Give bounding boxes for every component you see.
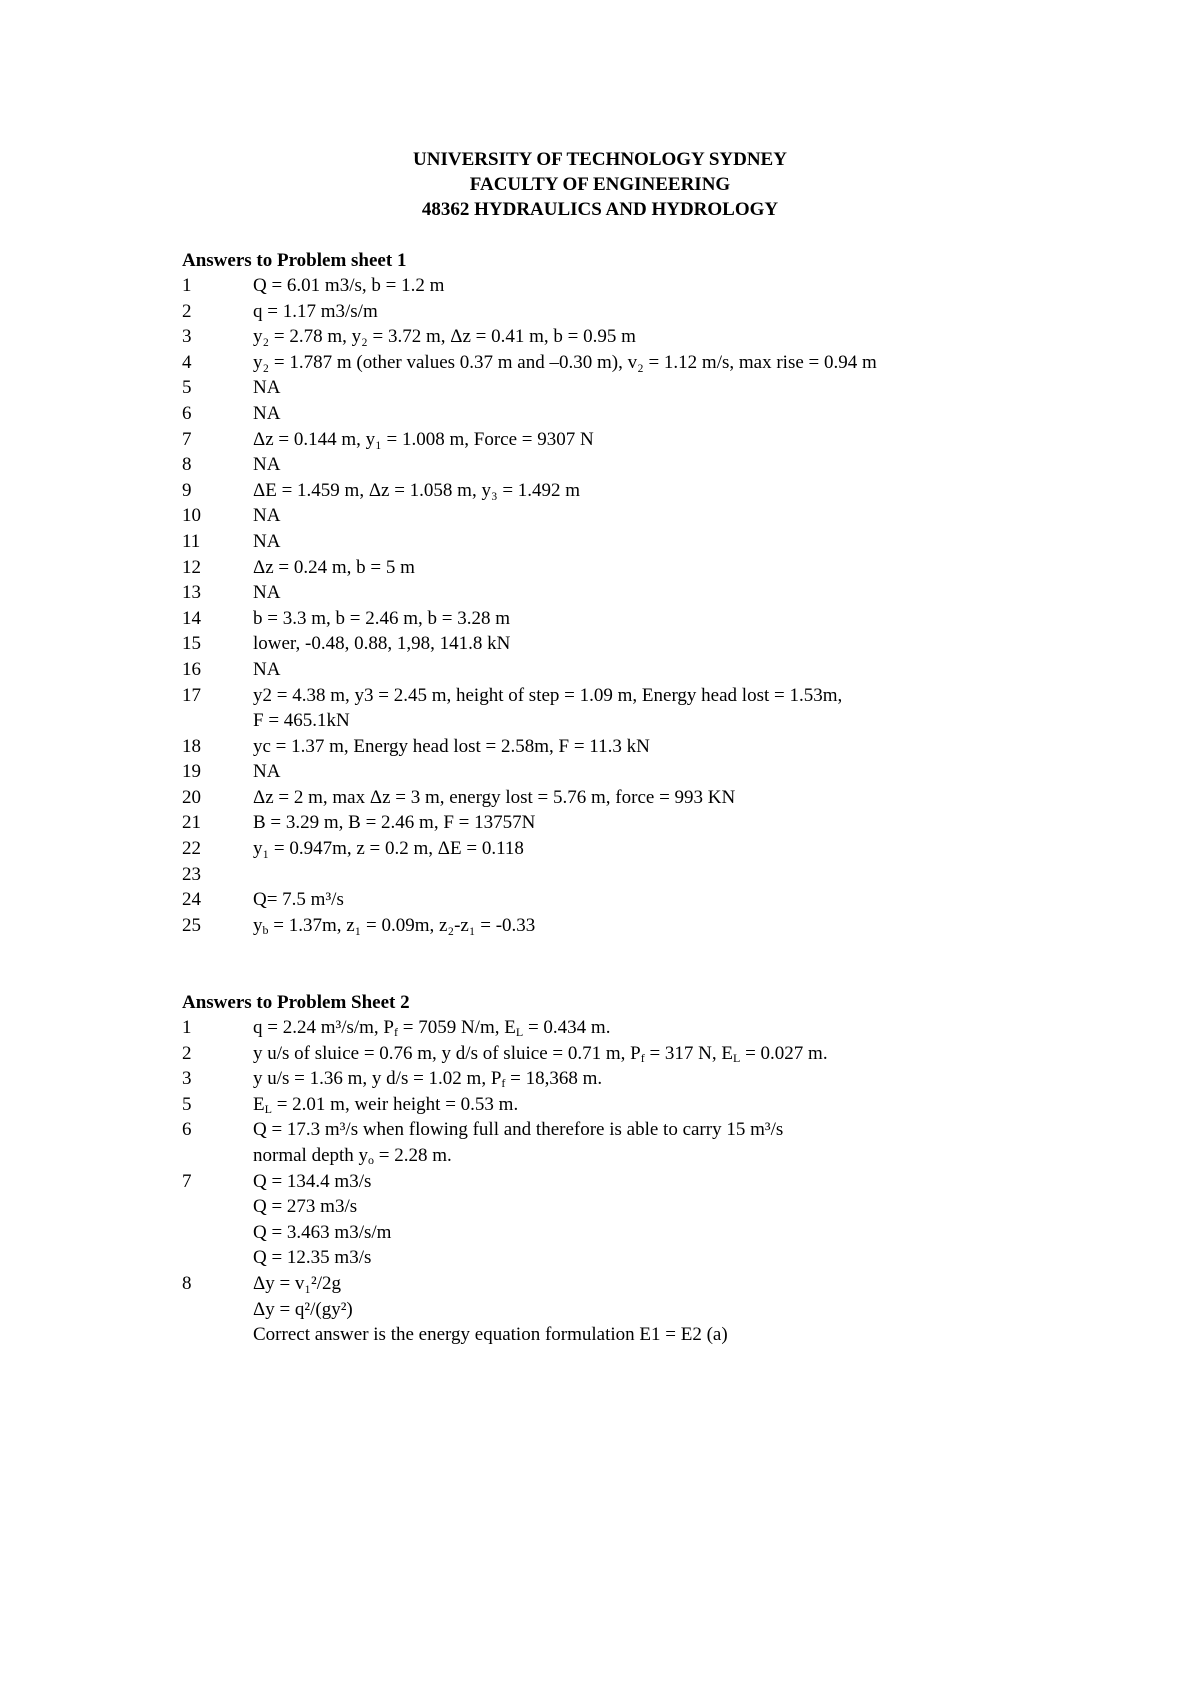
answer-text: [253, 836, 1142, 862]
question-number: 6: [182, 1119, 192, 1141]
answer-row: [182, 503, 1142, 529]
answer-row: [182, 401, 1142, 427]
question-number: 8: [182, 454, 192, 476]
answer-row: [182, 810, 1142, 836]
answer-line: q = 1.17 m3/s/m: [253, 300, 378, 322]
answer-row: [182, 683, 1142, 734]
answer-line: normal depth $y_o = 2.28$ m.: [253, 1144, 452, 1167]
question-number: 19: [182, 761, 201, 783]
answer-line: B = 3.29 m, B = 2.46 m, F = 13757N: [253, 812, 536, 834]
question-number: 13: [182, 582, 201, 604]
question-number: 25: [182, 914, 201, 936]
answer-text: [253, 810, 1142, 836]
answer-row: [182, 657, 1142, 683]
answer-row: [182, 1066, 1142, 1092]
answer-text: [253, 683, 1142, 734]
answer-text: [253, 401, 1142, 427]
answer-line: NA: [253, 658, 281, 680]
answer-text: [253, 1169, 1142, 1271]
answer-line: Q = 6.01 m3/s, b = 1.2 m: [253, 275, 445, 296]
question-number: 14: [182, 607, 201, 629]
answer-line: Q = 12.35 m3/s: [253, 1247, 372, 1269]
answer-text: [253, 452, 1142, 478]
question-number: 22: [182, 838, 201, 860]
answer-text: [253, 1041, 1142, 1067]
course-title: 48362 HYDRAULICS AND HYDROLOGY: [421, 199, 779, 220]
answer-text: [253, 375, 1142, 401]
answer-line: Q= 7.5 m³/s: [253, 889, 344, 911]
answer-row: [182, 350, 1142, 376]
answer-row: [182, 759, 1142, 785]
answer-text: [253, 913, 1142, 939]
answer-line: Δz = 0.144 m, y₁ = 1.008 m, Force = 9307 N: [253, 428, 594, 450]
question-number: 1: [182, 275, 192, 296]
answer-text: [253, 478, 1142, 504]
answer-line: y₂ = 1.787 m (other values 0.37 m and –0.30 m), v₂ = 1.12 m/s, max rise = 0.94 m: [253, 351, 877, 373]
answer-line: $E_L = 2.01$ m, weir height = 0.53 m.: [253, 1093, 519, 1116]
answer-line: Q = 134.4 m3/s: [253, 1170, 372, 1192]
faculty-title: FACULTY OF ENGINEERING: [469, 174, 731, 195]
answer-line: y2 = 4.38 m, y3 = 2.45 m, height of step = 1.09 m, Energy head lost = 1.53m,: [253, 684, 843, 706]
answer-text: [253, 1066, 1142, 1092]
question-number: 4: [182, 351, 192, 373]
answer-line: NA: [253, 582, 281, 604]
answer-row: [182, 529, 1142, 555]
answer-text: [253, 350, 1142, 376]
answer-text: [253, 555, 1142, 581]
answer-row: [182, 862, 1142, 888]
answer-text: [253, 887, 1142, 913]
answer-text: [253, 427, 1142, 453]
answer-line: $y_b = 1.37m$, z₁ = 0.09m, z₂-z₁ = -0.33: [253, 914, 536, 937]
question-number: 11: [182, 530, 201, 552]
answer-text: [253, 324, 1142, 350]
question-number: 17: [182, 684, 201, 706]
question-number: 12: [182, 556, 201, 578]
answer-text: [253, 734, 1142, 760]
answer-row: [182, 299, 1142, 325]
answer-row: [182, 913, 1142, 939]
answer-line: NA: [253, 505, 281, 527]
question-number: 7: [182, 428, 192, 450]
answer-row: [182, 452, 1142, 478]
answer-line: Δz = 2 m, max Δz = 3 m, energy lost = 5.76 m, force = 993 KN: [253, 786, 736, 808]
answer-row: [182, 1169, 1142, 1271]
answer-line: Q = 17.3 m³/s when flowing full and therefore is able to carry 15 m³/s: [253, 1119, 784, 1141]
answer-line: F = 465.1kN: [253, 710, 350, 732]
answer-row: [182, 606, 1142, 632]
answer-list: [182, 273, 1142, 938]
answer-row: [182, 1271, 1142, 1348]
answer-text: [253, 1117, 1142, 1168]
question-number: 7: [182, 1170, 192, 1192]
problem-sheet-2-answers: [182, 990, 1142, 1348]
answer-line: [253, 862, 1142, 888]
answer-line: Δy = q²/(gy²): [253, 1298, 353, 1320]
section-title: Answers to Problem Sheet 2: [182, 992, 410, 1013]
answer-row: [182, 375, 1142, 401]
answer-line: y u/s of sluice = 0.76 m, y d/s of sluice = 0.71 m, $P_f = 317$ N, $E_L = 0.027$ m.: [253, 1042, 828, 1065]
question-number: 8: [182, 1272, 192, 1294]
answer-text: [253, 503, 1142, 529]
answer-row: [182, 478, 1142, 504]
question-number: 15: [182, 633, 201, 655]
answer-line: b = 3.3 m, b = 2.46 m, b = 3.28 m: [253, 607, 510, 629]
question-number: 3: [182, 326, 192, 348]
question-number: 10: [182, 505, 201, 527]
question-number: 20: [182, 786, 201, 808]
answer-text: [253, 759, 1142, 785]
answer-line: NA: [253, 530, 281, 552]
answer-row: [182, 324, 1142, 350]
answer-row: [182, 1117, 1142, 1168]
question-number: 16: [182, 658, 201, 680]
answer-line: y₂ = 2.78 m, y₂ = 3.72 m, Δz = 0.41 m, b = 0.95 m: [253, 326, 636, 348]
question-number: 3: [182, 1068, 192, 1090]
answer-text: [253, 657, 1142, 683]
answer-row: [182, 1041, 1142, 1067]
answer-line: Δy = v₁²/2g: [253, 1272, 342, 1294]
answer-text: [253, 1015, 1142, 1041]
question-number: 6: [182, 402, 192, 424]
question-number: 23: [182, 863, 201, 885]
answer-line: ΔE = 1.459 m, Δz = 1.058 m, y₃ = 1.492 m: [253, 479, 581, 501]
question-number: 1: [182, 1017, 192, 1038]
answer-row: [182, 1015, 1142, 1041]
question-number: 24: [182, 889, 201, 911]
answer-text: [253, 862, 1142, 888]
problem-sheet-1-answers: [182, 248, 1142, 938]
answer-line: lower, -0.48, 0.88, 1,98, 141.8 kN: [253, 633, 511, 655]
answer-row: [182, 580, 1142, 606]
answer-row: [182, 836, 1142, 862]
answer-row: [182, 785, 1142, 811]
university-title: UNIVERSITY OF TECHNOLOGY SYDNEY: [413, 149, 787, 170]
question-number: 5: [182, 377, 192, 399]
answer-text: [253, 631, 1142, 657]
answer-line: y u/s = 1.36 m, y d/s = 1.02 m, $P_f = 18,368$ m.: [253, 1068, 603, 1091]
answer-text: [253, 580, 1142, 606]
answer-list: [182, 1015, 1142, 1348]
answer-text: [253, 529, 1142, 555]
answer-line: Q = 273 m3/s: [253, 1196, 358, 1218]
question-number: 18: [182, 735, 201, 757]
answer-line: Q = 3.463 m3/s/m: [253, 1221, 392, 1243]
answer-text: [253, 785, 1142, 811]
answer-text: [253, 1092, 1142, 1118]
question-number: 2: [182, 1042, 192, 1064]
answer-row: [182, 734, 1142, 760]
answer-row: [182, 631, 1142, 657]
answer-line: NA: [253, 454, 281, 476]
answer-line: NA: [253, 377, 281, 399]
answer-text: [253, 1271, 1142, 1348]
answer-line: yc = 1.37 m, Energy head lost = 2.58m, F = 11.3 kN: [253, 735, 650, 757]
answer-row: [182, 427, 1142, 453]
answer-text: [253, 299, 1142, 325]
question-number: 2: [182, 300, 192, 322]
section-title: Answers to Problem sheet 1: [182, 250, 407, 271]
question-number: 21: [182, 812, 201, 834]
answer-row: [182, 555, 1142, 581]
answer-line: Correct answer is the energy equation formulation E1 = E2 (a): [253, 1324, 728, 1346]
answer-line: NA: [253, 402, 281, 424]
answer-line: q = 2.24 m³/s/m, $P_f = 7059$ N/m, $E_L = 0.434$ m.: [253, 1017, 611, 1039]
answer-text: [253, 273, 1142, 299]
answer-text: [253, 606, 1142, 632]
answer-line: NA: [253, 761, 281, 783]
question-number: 5: [182, 1093, 192, 1115]
answer-row: [182, 887, 1142, 913]
document-header: [0, 147, 1200, 222]
answer-row: [182, 1092, 1142, 1118]
answer-line: y₁ = 0.947m, z = 0.2 m, ΔE = 0.118: [253, 838, 524, 860]
answer-row: [182, 273, 1142, 299]
answer-line: Δz = 0.24 m, b = 5 m: [253, 556, 415, 578]
question-number: 9: [182, 479, 192, 501]
